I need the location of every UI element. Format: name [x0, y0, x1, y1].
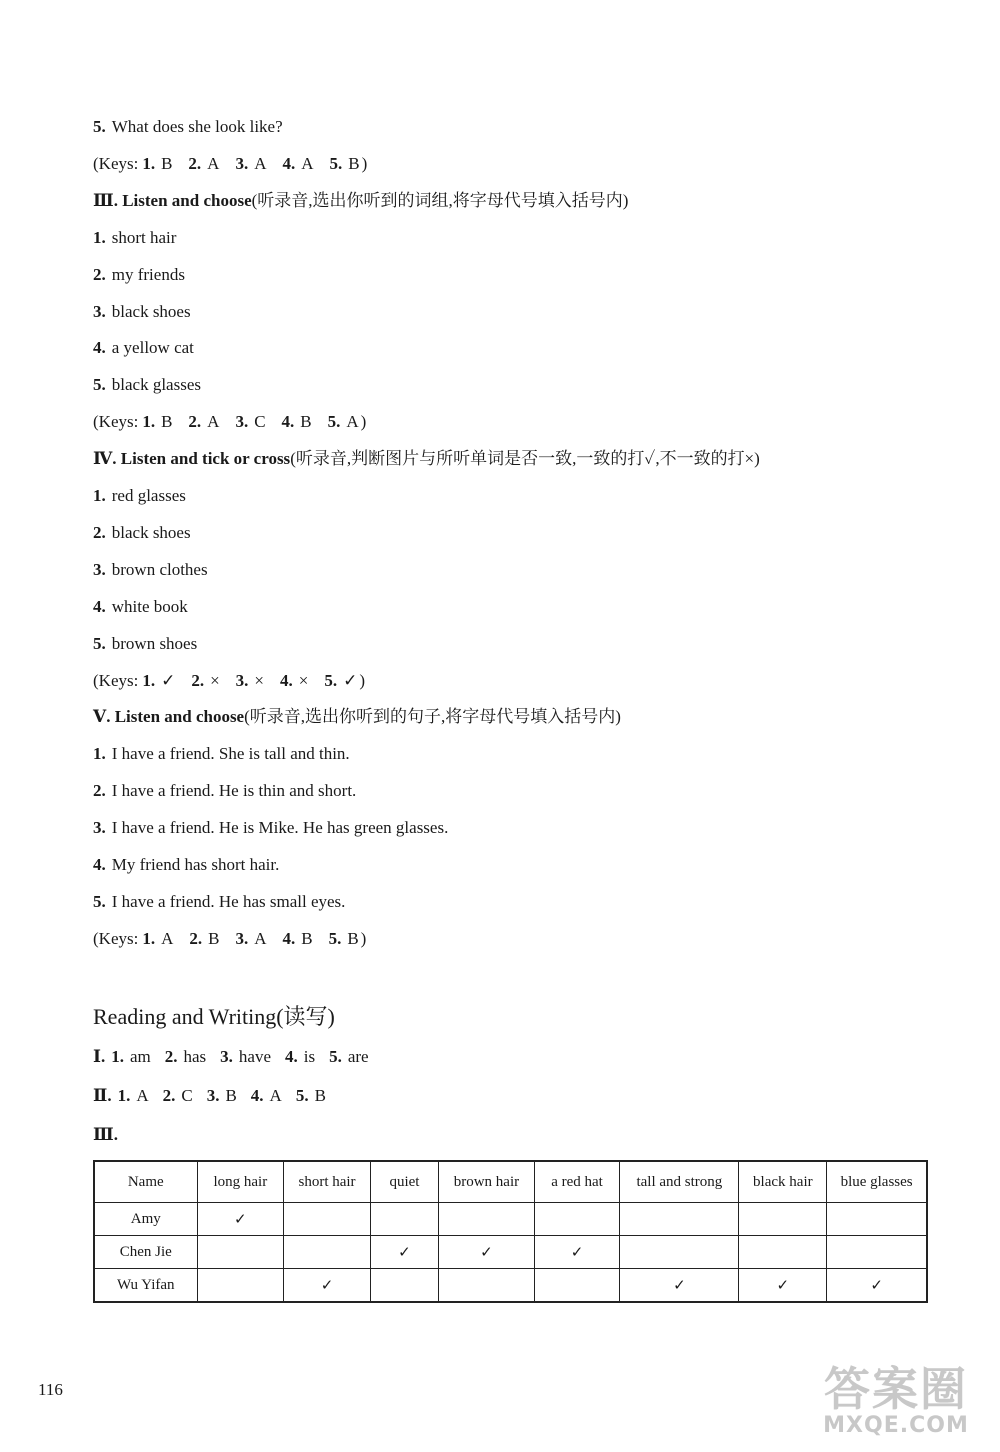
- key-number: 3.: [235, 412, 249, 432]
- key-number: 1.: [142, 670, 156, 690]
- section-heading: [93, 190, 628, 212]
- keys-prefix: (Keys:: [93, 928, 139, 948]
- item-text: a yellow cat: [111, 338, 194, 358]
- key-value: B: [208, 928, 220, 948]
- item-number: 4.: [93, 338, 106, 358]
- item-text: black shoes: [111, 301, 191, 321]
- table-header-cell: short hair: [284, 1161, 371, 1203]
- rw-item-value: B: [225, 1086, 237, 1105]
- key-value: A: [207, 153, 220, 173]
- item-number: 2.: [93, 522, 106, 542]
- table-header-cell: long hair: [197, 1161, 284, 1203]
- key-value: A: [161, 928, 174, 948]
- table-row: [94, 1203, 927, 1236]
- answer-line: [93, 227, 176, 249]
- table-check-cell: [620, 1203, 739, 1236]
- item-text: My friend has short hair.: [111, 855, 280, 874]
- rw-item-number: 3.: [220, 1047, 233, 1066]
- table-check-cell: [827, 1236, 927, 1269]
- section-heading: [93, 448, 760, 470]
- item-text: white book: [111, 596, 188, 616]
- answer-keys: [93, 411, 366, 433]
- key-value: A: [301, 153, 314, 173]
- key-number: 2.: [188, 153, 202, 173]
- answer-line: [93, 743, 350, 765]
- rw-item-number: 1.: [111, 1047, 124, 1066]
- key-value: ×: [210, 670, 220, 690]
- rw-item-value: A: [269, 1086, 282, 1105]
- item-text: brown clothes: [111, 559, 208, 579]
- table-check-cell: ✓: [534, 1236, 620, 1269]
- answer-table: [93, 1160, 928, 1303]
- heading-text: Ⅴ. Listen and choose: [93, 707, 245, 727]
- item-number: 4.: [93, 855, 106, 874]
- table-header-cell: Name: [94, 1161, 197, 1203]
- key-number: 4.: [281, 412, 295, 432]
- key-number: 3.: [235, 153, 249, 173]
- key-number: 1.: [142, 153, 156, 173]
- table-check-cell: ✓: [370, 1236, 438, 1269]
- answer-keys: [93, 670, 365, 692]
- key-value: B: [300, 412, 312, 432]
- table-check-cell: [284, 1236, 371, 1269]
- answer-line: [93, 633, 197, 655]
- item-text: I have a friend. He has small eyes.: [111, 891, 346, 911]
- answer-line: [93, 374, 201, 396]
- table-header-cell: brown hair: [439, 1161, 535, 1203]
- answer-keys: [93, 928, 366, 950]
- key-value: B: [348, 153, 360, 173]
- table-check-cell: [534, 1269, 620, 1303]
- item-number: 1.: [93, 227, 106, 247]
- table-check-cell: [439, 1269, 535, 1303]
- key-value: C: [254, 412, 266, 432]
- table-header-cell: blue glasses: [827, 1161, 927, 1203]
- keys-prefix: (Keys:: [93, 153, 139, 173]
- table-row: [94, 1236, 927, 1269]
- rw-item-value: has: [183, 1047, 207, 1066]
- key-number: 3.: [235, 928, 249, 948]
- answer-line: [93, 559, 208, 581]
- key-value: A: [207, 412, 220, 432]
- item-text: What does she look like?: [111, 117, 283, 136]
- answer-keys: [93, 153, 367, 175]
- heading-instruction: (听录音,选出你听到的句子,将字母代号填入括号内): [244, 707, 621, 727]
- item-text: my friends: [111, 264, 185, 284]
- rw-answer-line: [93, 1046, 383, 1068]
- rw-item-value: C: [181, 1086, 193, 1105]
- item-text: black shoes: [111, 522, 191, 542]
- heading-text: Ⅳ. Listen and tick or cross: [93, 449, 291, 469]
- table-check-cell: ✓: [827, 1269, 927, 1303]
- rw-item-value: A: [136, 1086, 149, 1105]
- table-header-cell: a red hat: [534, 1161, 620, 1203]
- item-number: 3.: [93, 559, 106, 579]
- item-number: 2.: [93, 781, 106, 801]
- heading-text: Ⅲ. Listen and choose: [93, 190, 252, 210]
- table-row: [94, 1269, 927, 1303]
- table-check-cell: [534, 1203, 620, 1236]
- rw-item-number: 4.: [285, 1047, 298, 1066]
- table-header-cell: quiet: [370, 1161, 438, 1203]
- key-value: ✓: [161, 670, 176, 690]
- answer-line: [93, 891, 345, 913]
- rw-label: Ⅲ.: [93, 1125, 118, 1144]
- key-number: 5.: [329, 153, 343, 173]
- keys-prefix: (Keys:: [93, 670, 139, 690]
- item-number: 2.: [93, 264, 106, 284]
- answer-line: [93, 854, 279, 876]
- key-number: 4.: [280, 670, 293, 690]
- key-number: 1.: [142, 412, 156, 432]
- table-check-cell: [370, 1269, 438, 1303]
- rw-label: Ⅱ.: [93, 1086, 112, 1105]
- rw-item-value: B: [314, 1086, 326, 1105]
- key-value: B: [161, 153, 173, 173]
- rw-item-number: 5.: [295, 1086, 309, 1105]
- table-check-cell: ✓: [620, 1269, 739, 1303]
- rw-label: Ⅰ.: [93, 1047, 106, 1066]
- rw-item-number: 2.: [162, 1086, 176, 1105]
- rw-answer-line: [93, 1124, 124, 1146]
- item-number: 1.: [93, 744, 106, 764]
- table-header-cell: black hair: [739, 1161, 827, 1203]
- heading-instruction: (听录音,选出你听到的词组,将字母代号填入括号内): [251, 190, 629, 210]
- item-text: I have a friend. He is Mike. He has green glasses.: [111, 818, 449, 838]
- keys-suffix: ): [360, 928, 367, 948]
- heading-instruction: (听录音,判断图片与所听单词是否一致,一致的打✓,不一致的打×): [290, 449, 760, 469]
- item-text: red glasses: [111, 486, 186, 505]
- item-text: short hair: [111, 227, 177, 247]
- key-number: 5.: [328, 928, 342, 948]
- item-text: brown shoes: [111, 633, 198, 653]
- rw-item-number: 1.: [117, 1086, 131, 1105]
- key-value: B: [301, 928, 313, 948]
- key-value: A: [254, 153, 267, 173]
- answer-line: [93, 116, 283, 138]
- table-check-cell: ✓: [439, 1236, 535, 1269]
- item-number: 4.: [93, 596, 106, 616]
- table-check-cell: [739, 1203, 827, 1236]
- table-name-cell: Chen Jie: [94, 1236, 197, 1269]
- key-value: A: [254, 928, 267, 948]
- key-value: B: [347, 928, 359, 948]
- table-check-cell: ✓: [197, 1203, 284, 1236]
- item-number: 5.: [93, 891, 106, 911]
- table-check-cell: [439, 1203, 535, 1236]
- key-value: ×: [298, 670, 309, 690]
- table-name-cell: Wu Yifan: [94, 1269, 197, 1303]
- rw-item-value: have: [238, 1047, 271, 1066]
- table-check-cell: ✓: [739, 1269, 827, 1303]
- key-value: ✓: [343, 670, 358, 690]
- watermark-logo: [806, 1364, 986, 1442]
- table-check-cell: [620, 1236, 739, 1269]
- answer-line: [93, 301, 191, 323]
- rw-item-value: are: [347, 1047, 369, 1066]
- answer-line: [93, 264, 185, 286]
- item-number: 5.: [93, 117, 106, 136]
- table-check-cell: ✓: [284, 1269, 371, 1303]
- item-text: black glasses: [111, 375, 201, 395]
- rw-item-number: 3.: [206, 1086, 220, 1105]
- keys-suffix: ): [360, 412, 367, 432]
- table-check-cell: [739, 1236, 827, 1269]
- item-text: I have a friend. He is thin and short.: [111, 781, 357, 801]
- rw-item-number: 2.: [164, 1047, 178, 1066]
- table-header-row: [94, 1161, 927, 1203]
- answer-line: [93, 817, 448, 839]
- item-number: 5.: [93, 633, 106, 653]
- rw-item-value: am: [129, 1047, 151, 1066]
- table-check-cell: [370, 1203, 438, 1236]
- key-number: 5.: [324, 670, 338, 690]
- section-title: Reading and Writing(读写): [93, 1004, 335, 1029]
- key-number: 4.: [282, 153, 296, 173]
- keys-prefix: (Keys:: [93, 412, 139, 432]
- table-check-cell: [827, 1203, 927, 1236]
- key-number: 3.: [235, 670, 249, 690]
- keys-suffix: ): [359, 670, 366, 690]
- answer-line: [93, 485, 186, 507]
- answer-line: [93, 522, 191, 544]
- key-number: 2.: [191, 670, 205, 690]
- key-number: 1.: [142, 928, 156, 948]
- answer-line: [93, 337, 194, 359]
- section-heading: [93, 706, 621, 728]
- answer-line: [93, 780, 356, 802]
- table-header-cell: tall and strong: [620, 1161, 739, 1203]
- watermark-bottom: MXQE.COM: [823, 1413, 969, 1438]
- rw-item-number: 4.: [250, 1086, 264, 1105]
- table-check-cell: [284, 1203, 371, 1236]
- key-number: 5.: [327, 412, 341, 432]
- rw-item-value: is: [303, 1047, 316, 1066]
- rw-item-number: 5.: [329, 1047, 342, 1066]
- key-value: B: [161, 412, 173, 432]
- answer-line: [93, 596, 188, 618]
- key-number: 2.: [188, 412, 202, 432]
- key-number: 4.: [282, 928, 296, 948]
- table-check-cell: [197, 1236, 284, 1269]
- rw-answer-line: [93, 1085, 340, 1107]
- page-number: 116: [38, 1380, 63, 1399]
- table-name-cell: Amy: [94, 1203, 197, 1236]
- item-number: 3.: [93, 301, 106, 321]
- item-number: 5.: [93, 375, 106, 395]
- key-value: A: [346, 412, 359, 432]
- key-number: 2.: [189, 928, 203, 948]
- keys-suffix: ): [361, 153, 368, 173]
- item-text: I have a friend. She is tall and thin.: [111, 744, 350, 764]
- item-number: 3.: [93, 818, 106, 838]
- table-check-cell: [197, 1269, 284, 1303]
- item-number: 1.: [93, 486, 106, 505]
- key-value: ×: [254, 670, 265, 690]
- watermark-top: 答案圈: [824, 1362, 968, 1416]
